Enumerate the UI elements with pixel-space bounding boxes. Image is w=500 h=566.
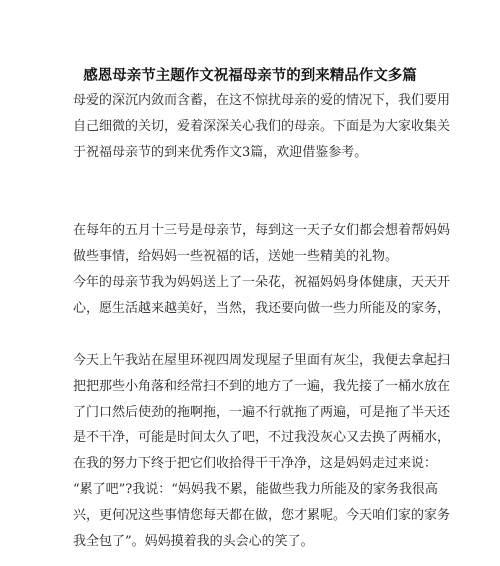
text-line: 把把那些小角落和经常扫不到的地方了一遍，我先接了一桶水放在	[73, 378, 451, 394]
text-line: 在每年的五月十三号是母亲节，每到这一天子女们都会想着帮妈妈	[73, 223, 451, 238]
text-line: 我全包了”。妈妈摸着我的头会心的笑了。	[73, 533, 314, 549]
text-line: 了门口然后使劲的拖啊拖，一遍不行就拖了两遍，可是拖了半天还	[73, 404, 451, 420]
paragraph-mothers-day-date	[73, 218, 451, 270]
text-line: 是不干净，可能是时间太久了吧，不过我没灰心又去换了两桶水，	[73, 430, 451, 446]
paragraph-flower-gift	[73, 270, 451, 322]
paragraph-intro	[73, 88, 451, 166]
paragraph-housework	[73, 348, 451, 554]
text-line: 做些事情，给妈妈一些祝福的话，送她一些精美的礼物。	[73, 249, 399, 264]
text-line: 在我的努力下终于把它们收拾得干干净净，这是妈妈走过来说：	[73, 456, 438, 472]
text-line: 今年的母亲节我为妈妈送上了一朵花，祝福妈妈身体健康，天天开	[73, 275, 451, 290]
text-line: 今天上午我站在屋里环视四周发现屋子里面有灰尘，我便去拿起扫	[73, 353, 451, 368]
text-line: “累了吧”?我说：“妈妈我不累，能做些我力所能及的家务我很高	[73, 481, 438, 497]
text-line: 心，愿生活越来越美好，当然，我还要向做一些力所能及的家务，	[73, 301, 451, 316]
document-title: 感恩母亲节主题作文祝福母亲节的到来精品作文多篇	[83, 68, 417, 84]
text-line: 自己细微的关切，爱着深深关心我们的母亲。下面是为大家收集关	[73, 119, 451, 134]
text-line: 母爱的深沉内敛而含蓄，在这不惊扰母亲的爱的情况下，我们要用	[73, 93, 451, 108]
text-line: 兴，更何况这些事情您每天都在做，您才累呢。今天咱们家的家务	[73, 507, 451, 523]
text-line: 于祝福母亲节的到来优秀作文3篇，欢迎借鉴参考。	[73, 145, 368, 160]
